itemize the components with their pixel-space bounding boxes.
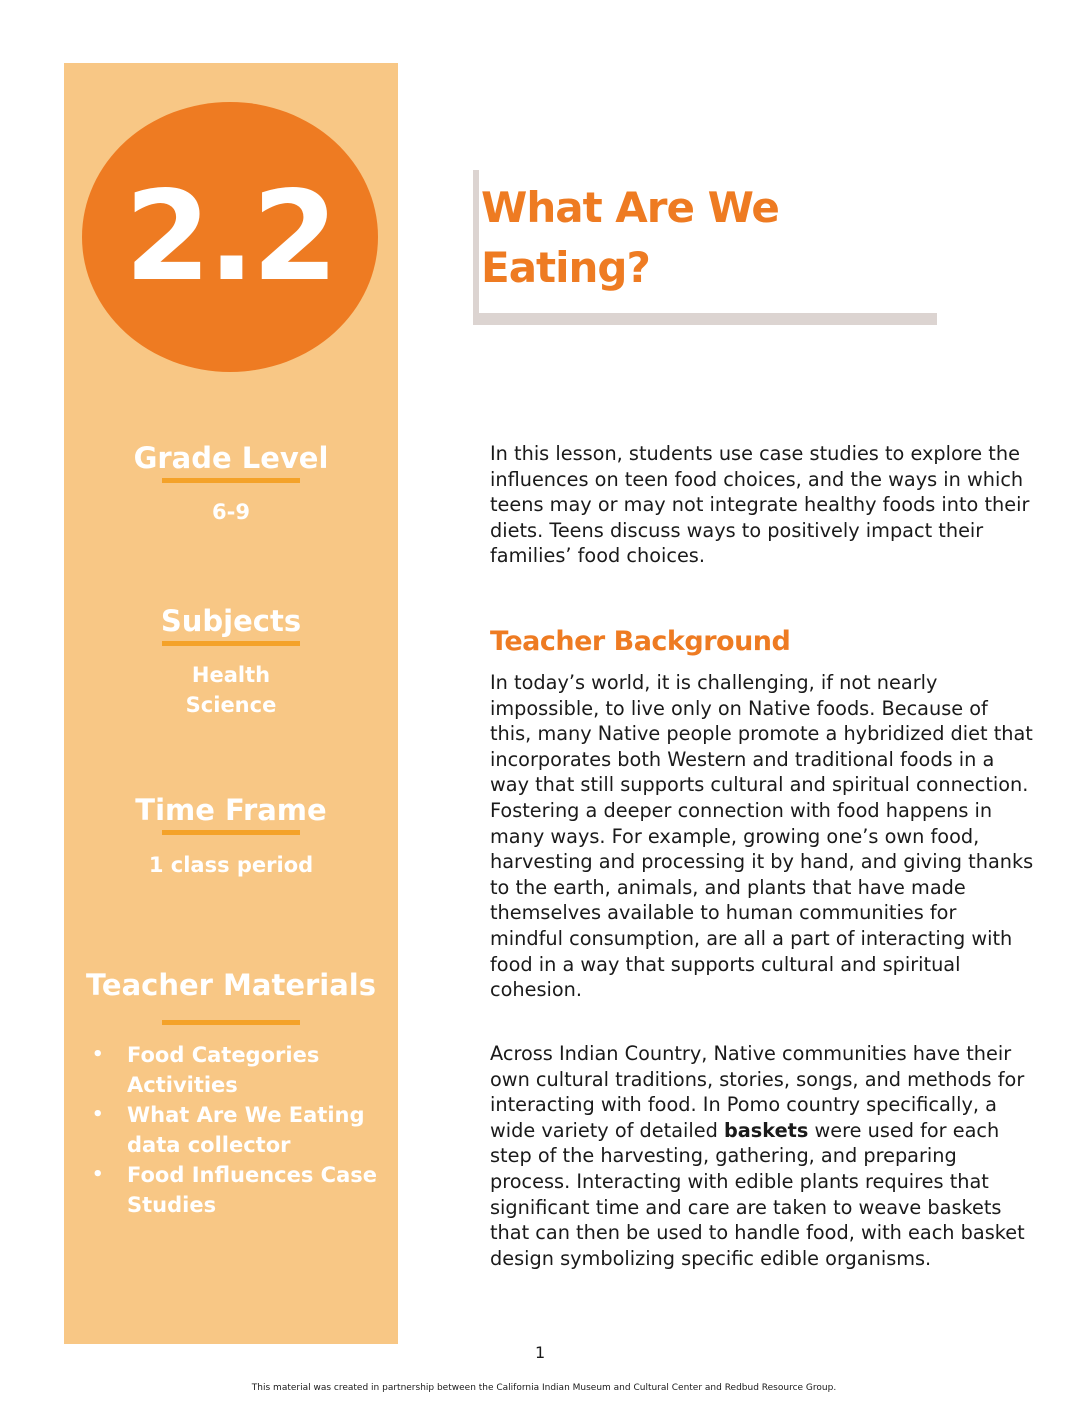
intro-paragraph: In this lesson, students use case studies to explore the influences on teen food choices, and the ways in which teens may or may not integrate healthy foods into their diets. Teens discuss ways to positively impact their families’ food choices. (490, 442, 1030, 568)
subject-science: Science (185, 693, 277, 717)
bullet-icon: • (92, 1104, 104, 1125)
baskets-term: baskets (723, 1118, 809, 1142)
time-frame-value: 1 class period (148, 853, 314, 877)
lesson-title (481, 178, 901, 298)
materials-item (92, 1100, 392, 1160)
background-paragraph-1: In today’s world, it is challenging, if not nearly impossible, to live only on Native foods. Because of this, many Native people promote a hybridized diet that incorporates both Western and traditional foods in a way that still supports cultural and spiritual connection. Fostering a deeper connection with food happens in many ways. For example, growing one’s own food, harvesting and processing it by hand, and giving thanks to the earth, animals, and plants that have made themselves available to human communities for mindful consumption, are all a part of interacting with food in a way that supports cultural and spiritual cohesion. (490, 671, 1034, 1002)
background-paragraph-2 (490, 1041, 1035, 1271)
page-number: 1 (535, 1343, 546, 1362)
teacher-background-heading: Teacher Background (490, 626, 791, 657)
subject-health: Health (191, 663, 271, 687)
background-paragraph-2-start: Across Indian Country, Native communities have their own cultural traditions, stories, songs, and methods for interacting with food. In Pomo country specifically, a wide variety of detailed (490, 1042, 1025, 1142)
lesson-number-circle (82, 102, 378, 372)
teacher-materials-list (92, 1040, 392, 1220)
subjects-rule (162, 641, 300, 646)
bullet-icon: • (92, 1164, 104, 1185)
lesson-number: 2.2 (124, 165, 336, 309)
grade-level-heading: Grade Level (133, 441, 329, 475)
materials-item-label: Food Influences Case Studies (127, 1163, 377, 1217)
teacher-materials-rule (162, 1020, 300, 1025)
credit-line: This material was created in partnership between the California Indian Museum and Cultural Center and Redbud Resource Group. (251, 1383, 837, 1393)
materials-item-label: Food Categories Activities (127, 1043, 320, 1097)
materials-item (92, 1160, 392, 1220)
subjects-heading: Subjects (160, 604, 302, 638)
time-frame-heading: Time Frame (135, 793, 327, 827)
background-paragraph-2-end: were used for each step of the harvesting, gathering, and preparing process. Interacting with edible plants requires that significant time and care are taken to weave baskets that can then be used to handle food, with each basket design symbolizing specific edible organisms. (490, 1118, 1025, 1270)
time-frame-rule (162, 830, 300, 835)
lesson-title-line-1: What Are We (481, 183, 779, 232)
bullet-icon: • (92, 1044, 104, 1065)
teacher-materials-heading: Teacher Materials (85, 968, 377, 1002)
materials-item-label: What Are We Eating data collector (127, 1103, 365, 1157)
grade-level-value: 6-9 (212, 500, 250, 524)
grade-level-rule (162, 478, 300, 483)
materials-item (92, 1040, 392, 1100)
lesson-title-line-2: Eating? (481, 243, 650, 292)
